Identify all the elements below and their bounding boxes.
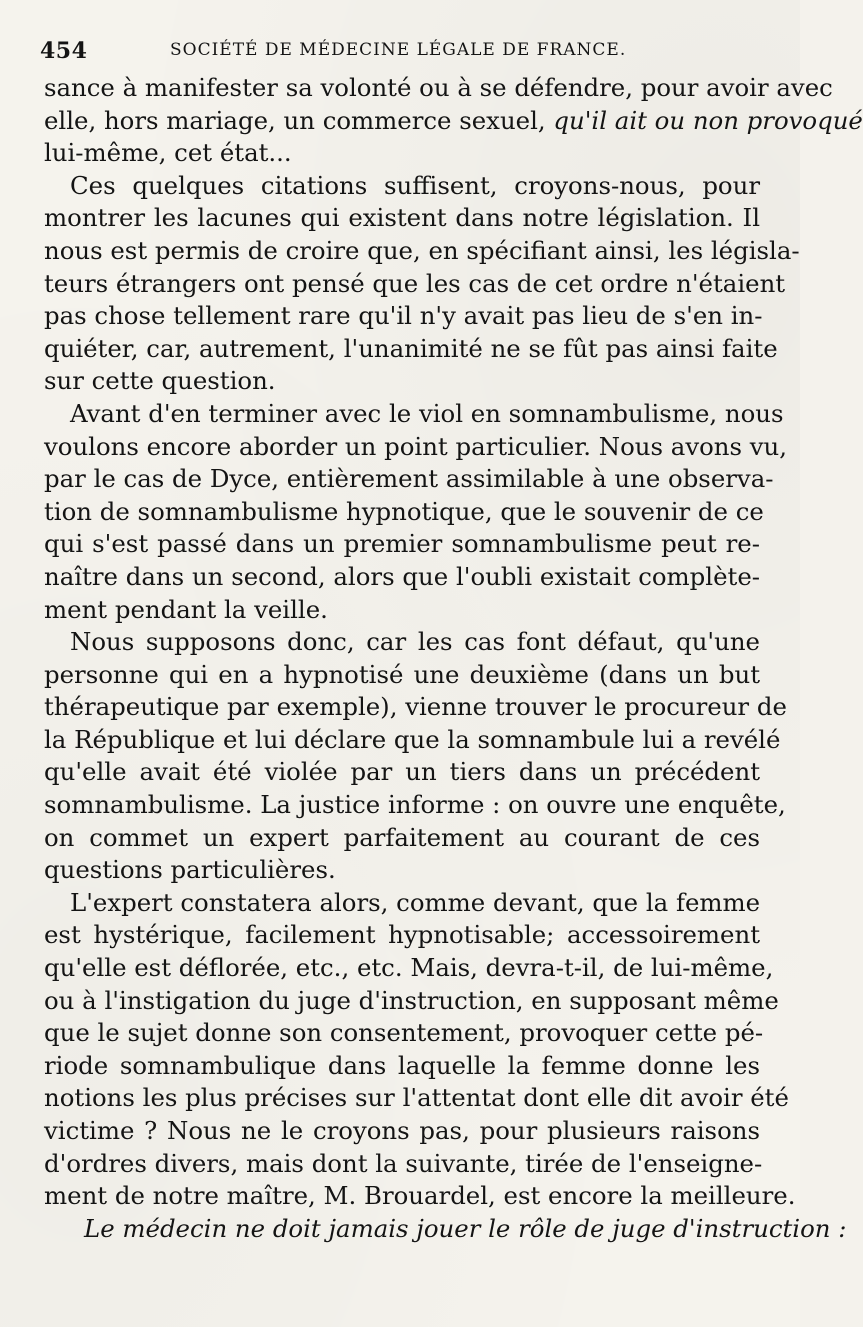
text-line: L'expert constatera alors, comme devant, que la femme bbox=[70, 887, 761, 917]
text-line: voulons encore aborder un point particulier. Nous avons vu, bbox=[44, 431, 787, 461]
text-line: Avant d'en terminer avec le viol en somnambulisme, nous bbox=[70, 398, 784, 428]
text-line: riode somnambulique dans laquelle la femme donne les bbox=[44, 1050, 760, 1080]
text-line: ment pendant la veille. bbox=[44, 594, 328, 624]
text-line: somnambulisme. La justice informe : on ouvre une enquête, bbox=[44, 790, 786, 820]
text-line: tion de somnambulisme hypnotique, que le souvenir de ce bbox=[44, 496, 764, 526]
text-line: on commet un expert parfaitement au courant de ces bbox=[44, 822, 760, 852]
paragraph bbox=[44, 398, 787, 626]
text-line: sur cette question. bbox=[44, 366, 276, 396]
text-line: ou à l'instigation du juge d'instruction, en supposant même bbox=[44, 985, 779, 1015]
paragraph bbox=[44, 626, 787, 887]
text-line: montrer les lacunes qui existent dans notre législation. Il bbox=[44, 203, 760, 233]
text-line: Ces quelques citations suffisent, croyons-nous, pour bbox=[70, 170, 760, 200]
paragraph bbox=[44, 887, 796, 1213]
text-line: notions les plus précises sur l'attentat dont elle dit avoir été bbox=[44, 1083, 789, 1113]
text-line: quiéter, car, autrement, l'unanimité ne se fût pas ainsi faite bbox=[44, 333, 778, 363]
text-line: questions particulières. bbox=[44, 855, 336, 885]
text-line: qui s'est passé dans un premier somnambulisme peut re- bbox=[44, 529, 760, 559]
paragraph bbox=[44, 170, 800, 398]
text-line: pas chose tellement rare qu'il n'y avait pas lieu de s'en in- bbox=[44, 301, 763, 331]
text-line: ment de notre maître, M. Brouardel, est encore la meilleure. bbox=[44, 1181, 796, 1211]
text-line: Nous supposons donc, car les cas font défaut, qu'une bbox=[70, 627, 760, 657]
running-head: SOCIÉTÉ DE MÉDECINE LÉGALE DE FRANCE. bbox=[170, 40, 627, 60]
text-line: lui-même, cet état... bbox=[44, 138, 292, 168]
text-line: que le sujet donne son consentement, provoquer cette pé- bbox=[44, 1018, 764, 1048]
page-header bbox=[40, 34, 760, 70]
text-line: la République et lui déclare que la somnambule lui a revélé bbox=[44, 724, 781, 754]
text-line: d'ordres divers, mais dont la suivante, tirée de l'enseigne- bbox=[44, 1148, 763, 1178]
text-line: par le cas de Dyce, entièrement assimilable à une observa- bbox=[44, 464, 774, 494]
text-line: nous est permis de croire que, en spécifiant ainsi, les législa- bbox=[44, 235, 800, 265]
text-line: victime ? Nous ne le croyons pas, pour plusieurs raisons bbox=[44, 1116, 760, 1145]
text-line: personne qui en a hypnotisé une deuxième (dans un but bbox=[44, 659, 760, 689]
text-line: thérapeutique par exemple), vienne trouver le procureur de bbox=[44, 692, 787, 722]
text-line: qu'elle est déflorée, etc., etc. Mais, devra-t-il, de lui-même, bbox=[44, 953, 774, 983]
text-line: sance à manifester sa volonté ou à se défendre, pour avoir avec bbox=[44, 73, 833, 102]
text-line: est hystérique, facilement hypnotisable; accessoirement bbox=[44, 920, 760, 950]
text-line: qu'elle avait été violée par un tiers dans un précédent bbox=[44, 757, 760, 787]
paragraph bbox=[44, 72, 863, 170]
text-line: naître dans un second, alors que l'oubli existait complète- bbox=[44, 561, 760, 591]
page-number: 454 bbox=[40, 38, 88, 64]
text-line: teurs étrangers ont pensé que les cas de cet ordre n'étaient bbox=[44, 268, 786, 298]
text-line: elle, hors mariage, un commerce sexuel, qu'il ait ou non provoqué bbox=[44, 105, 863, 135]
body-text bbox=[44, 72, 863, 1245]
closing-line: Le médecin ne doit jamais jouer le rôle de juge d'instruction : bbox=[84, 1213, 847, 1243]
